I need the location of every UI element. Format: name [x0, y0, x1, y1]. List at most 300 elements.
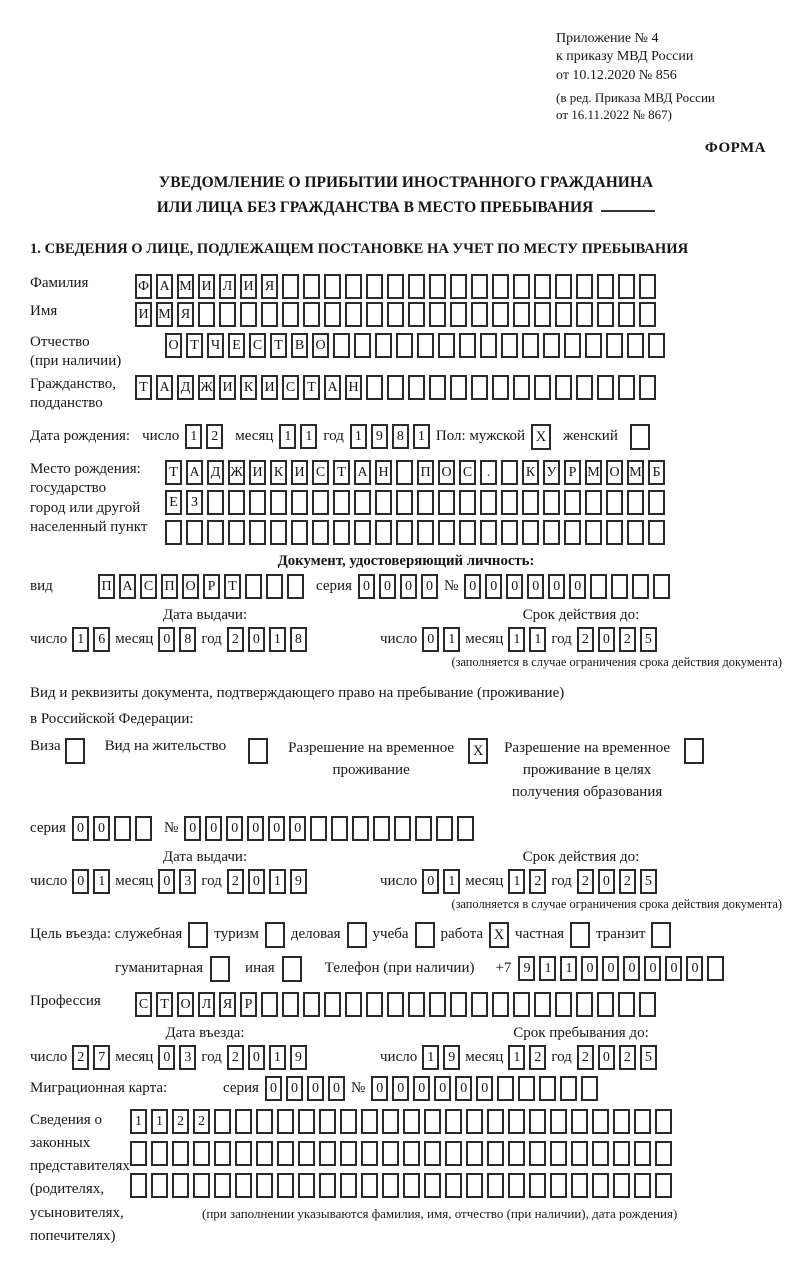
char-cell[interactable]	[618, 375, 635, 400]
char-cell[interactable]	[550, 1109, 567, 1134]
char-cell[interactable]	[585, 520, 602, 545]
char-cell[interactable]	[429, 992, 446, 1017]
char-cell[interactable]: Т	[270, 333, 287, 358]
char-cell[interactable]	[492, 274, 509, 299]
char-cell[interactable]	[291, 520, 308, 545]
char-cell[interactable]	[648, 333, 665, 358]
char-cell[interactable]	[466, 1141, 483, 1166]
char-cell[interactable]: Л	[219, 274, 236, 299]
char-cell[interactable]	[487, 1141, 504, 1166]
char-cell[interactable]: А	[119, 574, 136, 599]
char-cell[interactable]	[585, 333, 602, 358]
char-cell[interactable]	[256, 1173, 273, 1198]
char-cell[interactable]: З	[186, 490, 203, 515]
char-cell[interactable]	[310, 816, 327, 841]
char-cell[interactable]	[597, 992, 614, 1017]
char-cell[interactable]	[282, 992, 299, 1017]
char-cell[interactable]	[345, 992, 362, 1017]
char-cell[interactable]	[459, 333, 476, 358]
char-cell[interactable]	[186, 520, 203, 545]
char-cell[interactable]: Н	[375, 460, 392, 485]
char-cell[interactable]: 9	[371, 424, 388, 449]
char-cell[interactable]	[592, 1109, 609, 1134]
char-cell[interactable]	[235, 1141, 252, 1166]
char-cell[interactable]: 9	[518, 956, 535, 981]
char-cell[interactable]: М	[156, 302, 173, 327]
char-cell[interactable]	[298, 1109, 315, 1134]
char-cell[interactable]	[597, 274, 614, 299]
char-cell[interactable]	[550, 1141, 567, 1166]
char-cell[interactable]	[438, 520, 455, 545]
char-cell[interactable]	[282, 274, 299, 299]
char-cell[interactable]	[354, 490, 371, 515]
char-cell[interactable]	[387, 302, 404, 327]
char-cell[interactable]: 0	[665, 956, 682, 981]
char-cell[interactable]: И	[240, 274, 257, 299]
char-cell[interactable]	[497, 1076, 514, 1101]
char-cell[interactable]	[394, 816, 411, 841]
char-cell[interactable]: 1	[269, 1045, 286, 1070]
char-cell[interactable]	[193, 1173, 210, 1198]
char-cell[interactable]: 0	[248, 1045, 265, 1070]
visa-checkbox[interactable]	[65, 738, 85, 764]
char-cell[interactable]: И	[261, 375, 278, 400]
char-cell[interactable]: К	[522, 460, 539, 485]
char-cell[interactable]	[396, 333, 413, 358]
char-cell[interactable]	[151, 1141, 168, 1166]
char-cell[interactable]	[529, 1173, 546, 1198]
char-cell[interactable]	[429, 375, 446, 400]
char-cell[interactable]: Т	[156, 992, 173, 1017]
char-cell[interactable]	[130, 1173, 147, 1198]
char-cell[interactable]	[543, 520, 560, 545]
char-cell[interactable]	[366, 992, 383, 1017]
char-cell[interactable]: 0	[421, 574, 438, 599]
char-cell[interactable]	[324, 274, 341, 299]
char-cell[interactable]: 1	[130, 1109, 147, 1134]
char-cell[interactable]	[366, 375, 383, 400]
char-cell[interactable]: 0	[623, 956, 640, 981]
purpose-private-checkbox[interactable]	[570, 922, 590, 948]
char-cell[interactable]	[606, 520, 623, 545]
char-cell[interactable]: 1	[443, 627, 460, 652]
char-cell[interactable]	[648, 490, 665, 515]
char-cell[interactable]	[403, 1109, 420, 1134]
char-cell[interactable]	[165, 520, 182, 545]
char-cell[interactable]: А	[156, 274, 173, 299]
char-cell[interactable]	[466, 1173, 483, 1198]
char-cell[interactable]: И	[219, 375, 236, 400]
char-cell[interactable]: С	[140, 574, 157, 599]
char-cell[interactable]: М	[177, 274, 194, 299]
char-cell[interactable]	[501, 520, 518, 545]
char-cell[interactable]: 0	[289, 816, 306, 841]
purpose-work-checkbox[interactable]: X	[489, 922, 509, 948]
char-cell[interactable]: 8	[290, 627, 307, 652]
char-cell[interactable]	[270, 490, 287, 515]
char-cell[interactable]	[375, 520, 392, 545]
char-cell[interactable]	[375, 333, 392, 358]
char-cell[interactable]	[424, 1141, 441, 1166]
char-cell[interactable]: Е	[165, 490, 182, 515]
char-cell[interactable]	[312, 520, 329, 545]
char-cell[interactable]	[340, 1173, 357, 1198]
char-cell[interactable]	[564, 520, 581, 545]
char-cell[interactable]: 0	[434, 1076, 451, 1101]
purpose-business-checkbox[interactable]	[347, 922, 367, 948]
char-cell[interactable]	[539, 1076, 556, 1101]
char-cell[interactable]	[508, 1141, 525, 1166]
char-cell[interactable]	[228, 520, 245, 545]
char-cell[interactable]: П	[98, 574, 115, 599]
char-cell[interactable]	[480, 333, 497, 358]
char-cell[interactable]	[424, 1109, 441, 1134]
char-cell[interactable]	[256, 1109, 273, 1134]
char-cell[interactable]	[653, 574, 670, 599]
char-cell[interactable]	[555, 992, 572, 1017]
rvp-checkbox[interactable]: X	[468, 738, 488, 764]
char-cell[interactable]	[445, 1109, 462, 1134]
char-cell[interactable]	[459, 520, 476, 545]
char-cell[interactable]	[450, 302, 467, 327]
char-cell[interactable]: Я	[261, 274, 278, 299]
char-cell[interactable]	[445, 1173, 462, 1198]
char-cell[interactable]: 0	[247, 816, 264, 841]
char-cell[interactable]: А	[324, 375, 341, 400]
char-cell[interactable]	[366, 302, 383, 327]
char-cell[interactable]: 0	[598, 1045, 615, 1070]
char-cell[interactable]: 1	[539, 956, 556, 981]
char-cell[interactable]	[606, 333, 623, 358]
char-cell[interactable]: 0	[265, 1076, 282, 1101]
char-cell[interactable]: 2	[193, 1109, 210, 1134]
char-cell[interactable]	[508, 1109, 525, 1134]
char-cell[interactable]	[627, 490, 644, 515]
char-cell[interactable]	[555, 302, 572, 327]
char-cell[interactable]	[576, 375, 593, 400]
char-cell[interactable]: О	[606, 460, 623, 485]
char-cell[interactable]: Ж	[198, 375, 215, 400]
char-cell[interactable]: 1	[72, 627, 89, 652]
char-cell[interactable]: И	[291, 460, 308, 485]
char-cell[interactable]: 2	[619, 627, 636, 652]
char-cell[interactable]: 2	[577, 1045, 594, 1070]
char-cell[interactable]	[543, 333, 560, 358]
char-cell[interactable]	[352, 816, 369, 841]
char-cell[interactable]: 0	[581, 956, 598, 981]
char-cell[interactable]	[324, 992, 341, 1017]
char-cell[interactable]: 0	[379, 574, 396, 599]
char-cell[interactable]	[639, 274, 656, 299]
char-cell[interactable]: А	[186, 460, 203, 485]
char-cell[interactable]	[471, 274, 488, 299]
char-cell[interactable]: 0	[506, 574, 523, 599]
char-cell[interactable]	[396, 460, 413, 485]
char-cell[interactable]: Р	[564, 460, 581, 485]
char-cell[interactable]	[576, 302, 593, 327]
char-cell[interactable]: 2	[227, 869, 244, 894]
char-cell[interactable]	[707, 956, 724, 981]
char-cell[interactable]: Б	[648, 460, 665, 485]
char-cell[interactable]	[408, 992, 425, 1017]
char-cell[interactable]: С	[135, 992, 152, 1017]
char-cell[interactable]: 0	[476, 1076, 493, 1101]
char-cell[interactable]: О	[312, 333, 329, 358]
char-cell[interactable]	[634, 1141, 651, 1166]
char-cell[interactable]: 1	[269, 627, 286, 652]
char-cell[interactable]	[382, 1141, 399, 1166]
char-cell[interactable]: Ф	[135, 274, 152, 299]
char-cell[interactable]	[319, 1109, 336, 1134]
char-cell[interactable]	[501, 460, 518, 485]
char-cell[interactable]	[543, 490, 560, 515]
char-cell[interactable]: 0	[644, 956, 661, 981]
char-cell[interactable]	[471, 375, 488, 400]
char-cell[interactable]: 2	[529, 1045, 546, 1070]
char-cell[interactable]: 2	[206, 424, 223, 449]
char-cell[interactable]: Т	[186, 333, 203, 358]
char-cell[interactable]: Р	[240, 992, 257, 1017]
char-cell[interactable]: 1	[93, 869, 110, 894]
char-cell[interactable]	[576, 992, 593, 1017]
char-cell[interactable]	[571, 1173, 588, 1198]
char-cell[interactable]: 9	[443, 1045, 460, 1070]
char-cell[interactable]: 0	[527, 574, 544, 599]
char-cell[interactable]	[256, 1141, 273, 1166]
char-cell[interactable]	[249, 520, 266, 545]
purpose-study-checkbox[interactable]	[415, 922, 435, 948]
char-cell[interactable]	[333, 333, 350, 358]
char-cell[interactable]: Ч	[207, 333, 224, 358]
char-cell[interactable]	[235, 1109, 252, 1134]
char-cell[interactable]	[172, 1173, 189, 1198]
char-cell[interactable]	[585, 490, 602, 515]
char-cell[interactable]	[611, 574, 628, 599]
char-cell[interactable]	[207, 520, 224, 545]
char-cell[interactable]	[312, 490, 329, 515]
char-cell[interactable]	[387, 992, 404, 1017]
char-cell[interactable]	[270, 520, 287, 545]
char-cell[interactable]: 0	[248, 869, 265, 894]
char-cell[interactable]	[214, 1109, 231, 1134]
char-cell[interactable]	[249, 490, 266, 515]
char-cell[interactable]	[534, 375, 551, 400]
char-cell[interactable]: И	[249, 460, 266, 485]
char-cell[interactable]: В	[291, 333, 308, 358]
char-cell[interactable]: 0	[226, 816, 243, 841]
char-cell[interactable]	[361, 1141, 378, 1166]
char-cell[interactable]: Ж	[228, 460, 245, 485]
char-cell[interactable]: О	[165, 333, 182, 358]
char-cell[interactable]	[319, 1173, 336, 1198]
char-cell[interactable]	[508, 1173, 525, 1198]
char-cell[interactable]: 8	[392, 424, 409, 449]
char-cell[interactable]: 1	[560, 956, 577, 981]
char-cell[interactable]	[333, 520, 350, 545]
char-cell[interactable]: 0	[158, 1045, 175, 1070]
char-cell[interactable]: 0	[72, 816, 89, 841]
char-cell[interactable]: К	[240, 375, 257, 400]
char-cell[interactable]: 1	[185, 424, 202, 449]
char-cell[interactable]	[207, 490, 224, 515]
char-cell[interactable]	[266, 574, 283, 599]
char-cell[interactable]	[354, 333, 371, 358]
char-cell[interactable]	[471, 302, 488, 327]
char-cell[interactable]	[518, 1076, 535, 1101]
char-cell[interactable]: 2	[227, 1045, 244, 1070]
char-cell[interactable]	[424, 1173, 441, 1198]
char-cell[interactable]	[361, 1173, 378, 1198]
char-cell[interactable]: М	[585, 460, 602, 485]
char-cell[interactable]	[639, 302, 656, 327]
char-cell[interactable]	[471, 992, 488, 1017]
char-cell[interactable]	[466, 1109, 483, 1134]
char-cell[interactable]	[214, 1173, 231, 1198]
char-cell[interactable]: О	[182, 574, 199, 599]
char-cell[interactable]	[513, 274, 530, 299]
char-cell[interactable]	[627, 333, 644, 358]
char-cell[interactable]: У	[543, 460, 560, 485]
char-cell[interactable]	[571, 1141, 588, 1166]
char-cell[interactable]: 0	[400, 574, 417, 599]
char-cell[interactable]: Е	[228, 333, 245, 358]
char-cell[interactable]: Т	[135, 375, 152, 400]
char-cell[interactable]: 1	[508, 1045, 525, 1070]
char-cell[interactable]: С	[312, 460, 329, 485]
char-cell[interactable]	[450, 375, 467, 400]
char-cell[interactable]	[560, 1076, 577, 1101]
char-cell[interactable]	[634, 1173, 651, 1198]
char-cell[interactable]: Т	[303, 375, 320, 400]
char-cell[interactable]: 9	[290, 869, 307, 894]
purpose-tourism-checkbox[interactable]	[265, 922, 285, 948]
char-cell[interactable]: .	[480, 460, 497, 485]
char-cell[interactable]: 1	[508, 869, 525, 894]
char-cell[interactable]: 3	[179, 869, 196, 894]
char-cell[interactable]: 2	[577, 869, 594, 894]
char-cell[interactable]: С	[459, 460, 476, 485]
char-cell[interactable]: 3	[179, 1045, 196, 1070]
char-cell[interactable]	[522, 490, 539, 515]
char-cell[interactable]	[240, 302, 257, 327]
char-cell[interactable]: 0	[184, 816, 201, 841]
char-cell[interactable]	[277, 1141, 294, 1166]
char-cell[interactable]	[114, 816, 131, 841]
char-cell[interactable]: И	[135, 302, 152, 327]
char-cell[interactable]	[571, 1109, 588, 1134]
char-cell[interactable]: 0	[422, 627, 439, 652]
char-cell[interactable]	[513, 375, 530, 400]
char-cell[interactable]	[555, 375, 572, 400]
char-cell[interactable]	[564, 333, 581, 358]
char-cell[interactable]	[417, 333, 434, 358]
char-cell[interactable]	[331, 816, 348, 841]
char-cell[interactable]	[613, 1173, 630, 1198]
char-cell[interactable]	[592, 1173, 609, 1198]
char-cell[interactable]	[501, 490, 518, 515]
residence-permit-checkbox[interactable]	[248, 738, 268, 764]
char-cell[interactable]	[198, 302, 215, 327]
char-cell[interactable]	[319, 1141, 336, 1166]
char-cell[interactable]: 5	[640, 1045, 657, 1070]
char-cell[interactable]	[501, 333, 518, 358]
char-cell[interactable]	[403, 1141, 420, 1166]
char-cell[interactable]: Т	[224, 574, 241, 599]
char-cell[interactable]	[417, 490, 434, 515]
purpose-humanitarian-checkbox[interactable]	[210, 956, 230, 982]
char-cell[interactable]: Д	[177, 375, 194, 400]
char-cell[interactable]: 0	[455, 1076, 472, 1101]
char-cell[interactable]	[487, 1109, 504, 1134]
rvp-education-checkbox[interactable]	[684, 738, 704, 764]
char-cell[interactable]	[387, 375, 404, 400]
char-cell[interactable]: 1	[300, 424, 317, 449]
char-cell[interactable]	[550, 1173, 567, 1198]
char-cell[interactable]	[193, 1141, 210, 1166]
char-cell[interactable]: 0	[686, 956, 703, 981]
char-cell[interactable]	[245, 574, 262, 599]
char-cell[interactable]: 1	[269, 869, 286, 894]
char-cell[interactable]: 0	[328, 1076, 345, 1101]
purpose-transit-checkbox[interactable]	[651, 922, 671, 948]
char-cell[interactable]	[429, 302, 446, 327]
char-cell[interactable]	[235, 1173, 252, 1198]
char-cell[interactable]	[375, 490, 392, 515]
char-cell[interactable]	[655, 1109, 672, 1134]
char-cell[interactable]: С	[282, 375, 299, 400]
char-cell[interactable]	[513, 302, 530, 327]
char-cell[interactable]: 1	[529, 627, 546, 652]
char-cell[interactable]: А	[354, 460, 371, 485]
char-cell[interactable]: О	[438, 460, 455, 485]
char-cell[interactable]: С	[249, 333, 266, 358]
char-cell[interactable]: 7	[93, 1045, 110, 1070]
char-cell[interactable]	[277, 1109, 294, 1134]
char-cell[interactable]	[639, 992, 656, 1017]
char-cell[interactable]	[151, 1173, 168, 1198]
char-cell[interactable]	[415, 816, 432, 841]
char-cell[interactable]	[135, 816, 152, 841]
char-cell[interactable]	[613, 1141, 630, 1166]
char-cell[interactable]	[581, 1076, 598, 1101]
char-cell[interactable]	[261, 992, 278, 1017]
char-cell[interactable]	[492, 375, 509, 400]
char-cell[interactable]: 2	[72, 1045, 89, 1070]
char-cell[interactable]	[639, 375, 656, 400]
char-cell[interactable]	[618, 302, 635, 327]
char-cell[interactable]	[606, 490, 623, 515]
char-cell[interactable]	[492, 302, 509, 327]
char-cell[interactable]: 0	[307, 1076, 324, 1101]
char-cell[interactable]	[480, 490, 497, 515]
char-cell[interactable]	[303, 274, 320, 299]
char-cell[interactable]	[522, 333, 539, 358]
char-cell[interactable]	[487, 1173, 504, 1198]
char-cell[interactable]	[480, 520, 497, 545]
char-cell[interactable]	[618, 274, 635, 299]
char-cell[interactable]	[298, 1173, 315, 1198]
gender-female-checkbox[interactable]	[630, 424, 650, 450]
gender-male-checkbox[interactable]: X	[531, 424, 551, 450]
char-cell[interactable]	[333, 490, 350, 515]
char-cell[interactable]: Н	[345, 375, 362, 400]
char-cell[interactable]	[214, 1141, 231, 1166]
char-cell[interactable]: 2	[529, 869, 546, 894]
char-cell[interactable]: 2	[619, 1045, 636, 1070]
char-cell[interactable]: 1	[350, 424, 367, 449]
char-cell[interactable]: 0	[286, 1076, 303, 1101]
char-cell[interactable]	[534, 992, 551, 1017]
